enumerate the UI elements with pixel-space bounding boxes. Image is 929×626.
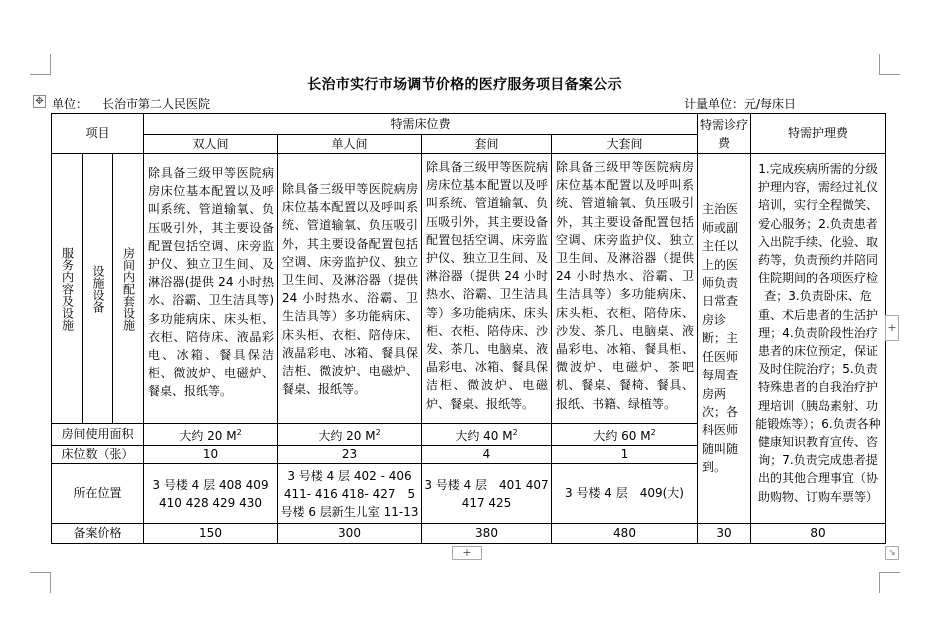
header-special-bed: 特需床位费 [144, 114, 698, 135]
vertical-label-equipment: 设施设备 [83, 154, 113, 424]
document-title: 长治市实行市场调节价格的医疗服务项目备案公示 [307, 77, 622, 93]
facilities-single: 除具备三级甲等医院病房床位基本配置以及呼叫系统、管道输氧、负压吸引外，其主要设备配置包括空调、床旁监护仪、独立卫生间、及淋浴器（提供 24 小时热水、浴霸、卫生洁具等）多功能病床、床头柜、衣柜、陪侍床、液晶彩电、冰箱、餐具保洁柜、微波炉、电磁炉、餐桌、报纸等。 [278, 154, 422, 424]
facilities-double: 除具备三级甲等医院病房床位基本配置以及呼叫系统、管道输氧、负压吸引外，其主要设备配置包括空调、床旁监护仪、独立卫生间、及淋浴器(提供 24 小时热水、浴霸、卫生洁具等) 多功能病床、床头柜、衣柜、陪侍床、液晶彩电、冰箱、餐具保洁柜、微波炉、电磁炉、餐桌、报纸等。 [144, 154, 278, 424]
area-single: 大约 20 $M^2$ [278, 424, 422, 446]
measure-unit: 计量单位：元/每床日 [684, 97, 797, 111]
crop-mark-bottom-left [30, 572, 51, 593]
location-label: 所在位置 [52, 464, 144, 524]
location-single: 3 号楼 4 层 402 - 406 411- 416 418- 427 5 号楼 6 层新生儿室 11-13 [278, 464, 422, 524]
area-label: 房间使用面积 [52, 424, 144, 446]
price-suite: 380 [422, 524, 552, 544]
room-type-large-suite: 大套间 [552, 135, 698, 154]
price-large-suite: 480 [552, 524, 698, 544]
special-diag-text: 主治医师或副主任以上的医师负责日常查房诊断；主任医师每周查房两次；各科医师随叫随到。 [698, 154, 751, 524]
crop-mark-bottom-right [879, 572, 900, 593]
bed-count-suite: 4 [422, 446, 552, 464]
unit-label: 单位： [52, 97, 89, 111]
text-caret [885, 155, 886, 169]
price-special-diag: 30 [698, 524, 751, 544]
location-large-suite: 3 号楼 4 层 409(大) [552, 464, 698, 524]
vertical-label-service: 服务内容及设施 [52, 154, 83, 424]
add-row-button[interactable]: + [452, 546, 482, 560]
fee-table [51, 113, 886, 544]
special-care-text: 1.完成疾病所需的分级护理内容，需经过礼仪培训，实行全程微笑、爱心服务；2.负责患者入出院手续、化验、取药等，负责预约并陪同住院期间的各项医疗检查；3.负责卧床、危重、术后患者的生活护理；4.负责阶段性治疗患者的床位预定，保证及时住院治疗；5.负责特殊患者的自我治疗护理培训（胰岛素射、功能锻炼等）；6.负责各种健康知识教育宣传、咨询；7.负责完成患者提出的其他合理事宜（协助购物、订购车票等） [751, 154, 886, 524]
table-resize-handle-icon[interactable]: ↘ [885, 546, 899, 560]
facilities-suite: 除具备三级甲等医院病房床位基本配置以及呼叫系统、管道输氧、负压吸引外，其主要设备配置包括空调、床旁监护仪、独立卫生间、及淋浴器（提供 24 小时热水、浴霸、卫生洁具等）多功能病床、床头柜、衣柜、陪侍床、沙发、茶几、电脑桌、液晶彩电、冰箱、餐具保洁柜、微波炉、电磁炉、餐桌、报纸等。 [422, 154, 552, 424]
area-suite: 大约 40 $M^2$ [422, 424, 552, 446]
crop-mark-top-right [879, 54, 900, 75]
bed-count-single: 23 [278, 446, 422, 464]
header-special-diag: 特需诊疗费 [698, 114, 751, 154]
bed-count-double: 10 [144, 446, 278, 464]
vertical-label-room-facilities: 房间内配套设施 [113, 154, 144, 424]
bed-count-large-suite: 1 [552, 446, 698, 464]
price-double: 150 [144, 524, 278, 544]
header-item: 项目 [52, 114, 144, 154]
header-special-care: 特需护理费 [751, 114, 886, 154]
room-type-single: 单人间 [278, 135, 422, 154]
price-special-care: 80 [751, 524, 886, 544]
add-column-button[interactable]: + [885, 315, 899, 341]
room-type-suite: 套间 [422, 135, 552, 154]
room-type-double: 双人间 [144, 135, 278, 154]
location-suite: 3 号楼 4 层 401 407 417 425 [422, 464, 552, 524]
area-double: 大约 20 $M^2$ [144, 424, 278, 446]
area-large-suite: 大约 60 $M^2$ [552, 424, 698, 446]
crop-mark-top-left [30, 54, 51, 75]
price-label: 备案价格 [52, 524, 144, 544]
price-single: 300 [278, 524, 422, 544]
facilities-large-suite: 除具备三级甲等医院病房床位基本配置以及呼叫系统、管道输氧、负压吸引外，其主要设备配置包括空调、床旁监护仪、独立卫生间、及淋浴器（提供 24 小时热水、浴霸、卫生洁具等）多功能病床、床头柜、衣柜、陪侍床、沙发、茶几、电脑桌、液晶彩电、冰箱、餐具柜、微波炉、电磁炉、茶吧机、餐桌、餐椅、餐具、报纸、书籍、绿植等。 [552, 154, 698, 424]
location-double: 3 号楼 4 层 408 409 410 428 429 430 [144, 464, 278, 524]
table-move-handle-icon[interactable]: ✥ [33, 95, 46, 108]
hospital-unit [52, 95, 210, 112]
unit-value: 长治市第二人民医院 [102, 97, 211, 111]
bed-count-label: 床位数（张） [52, 446, 144, 464]
